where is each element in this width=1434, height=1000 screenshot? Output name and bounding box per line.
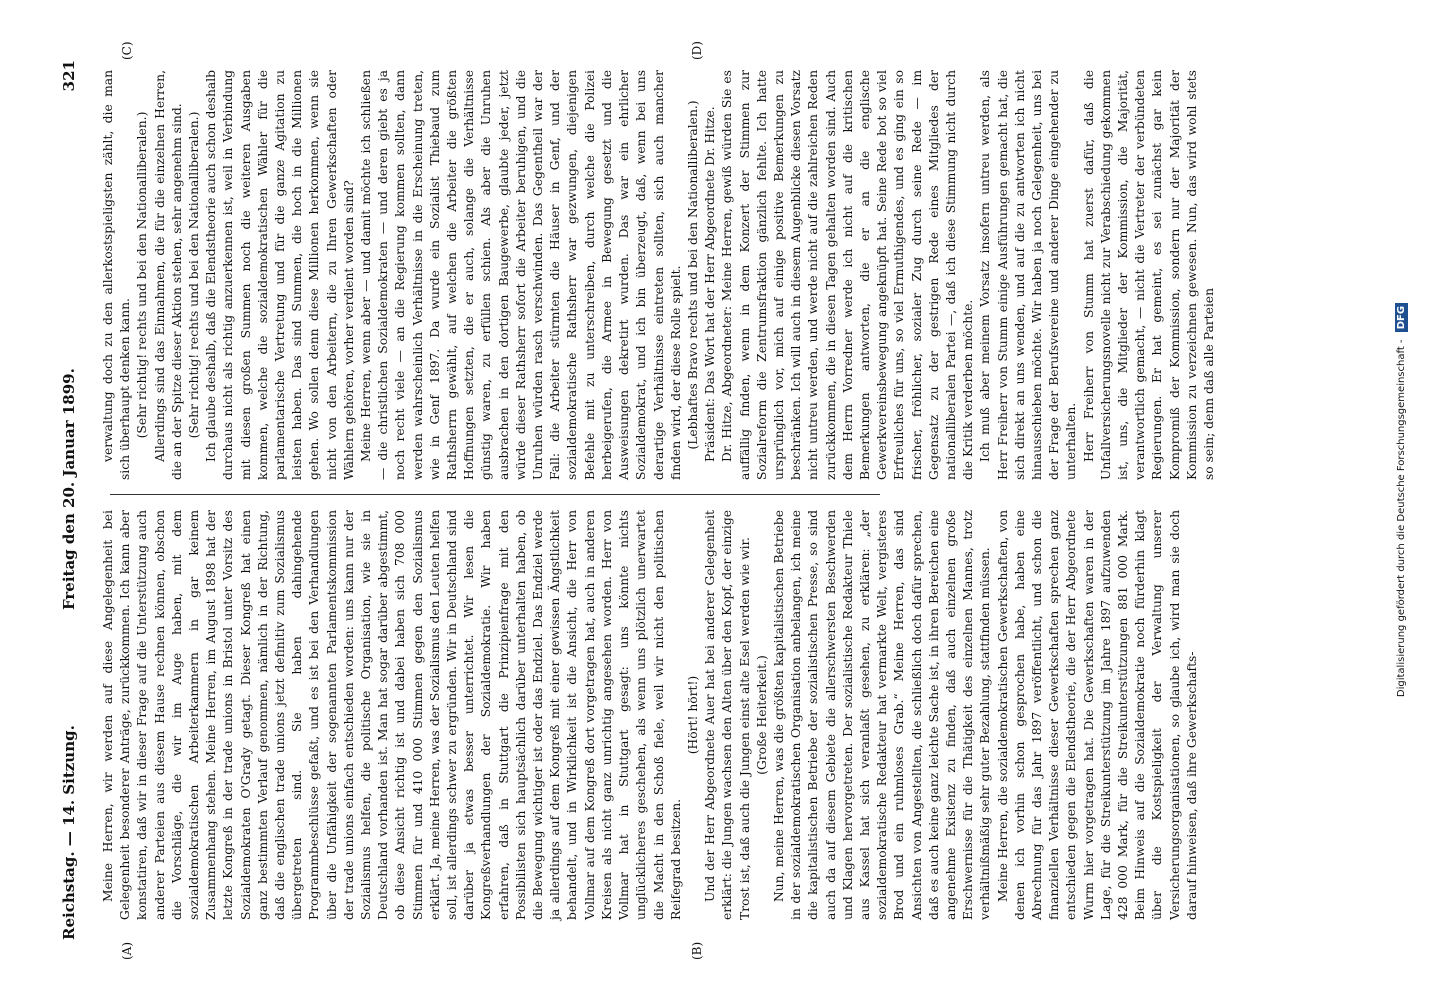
margin-mark-b: (B) xyxy=(690,941,704,960)
paragraph: Allerdings sind das Einnahmen, die für die einzelnen Herren, die an der Spitze dieser Aktion stehen, sehr angenehm sind. xyxy=(152,70,184,480)
paragraph: Meine Herren, wir werden auf diese Angelegenheit bei Gelegenheit besonderer Anträge, zurückkommen. Ich kann aber konstatiren, daß wir in dieser Frage auf die Unterstützung auch anderer Parteien aus diesem Hause rechnen können, obschon die Vorschläge, die wir im Auge haben, mit dem sozialdemokratischen Arbeiterkammern in gar keinem Zusammenhang stehen. Meine Herren, im August 1898 hat der letzte Kongreß in der trade unions in Bristol unter Vorsitz des Sozialdemokraten O'Grady getagt. Dieser Kongreß hat einen ganz bestimmten Verlauf genommen, nämlich in der Richtung, daß die englischen trade unions jetzt definitiv zum Sozialismus übergetreten sind. Sie haben dahingehende Programmbeschlüsse gefaßt, und es ist bei den Verhandlungen über die Unfähigkeit der sogenannten Parlamentskommission der trade unions einfach entschieden worden: uns kann nur der Sozialismus helfen, die politische Organisation, wie sie in Deutschland vorhanden ist. Man hat sogar darüber abgestimmt, ob diese Ansicht richtig ist und dabei haben sich 708 000 Stimmen für und 410 000 Stimmen gegen den Sozialismus erklärt. Ja, meine Herren, was der Sozialismus den Leuten helfen soll, ist allerdings schwer zu ergründen. Wir in Deutschland sind darüber ja etwas besser unterrichtet. Wir lesen die Kongreßverhandlungen der Sozialdemokratie. Wir haben erfahren, daß in Stuttgart die Prinzipienfrage mit den Possibilisten sich hauptsächlich darüber unterhalten haben, ob die Bewegung wichtiger ist oder das Endziel. Das Endziel werde ja allerdings auf dem Kongreß mit einer gewissen Ängstlichkeit behandelt, und in Wirklichkeit ist die Ansicht, die Herr von Vollmar auf dem Kongreß dort vorgetragen hat, auch in anderen Kreisen als nicht ganz unrichtig angesehen worden. Herr von Vollmar hat in Stuttgart gesagt: uns könnte nichts unglücklicheres geschehen, als wenn uns plötzlich unerwartet die Macht in den Schoß fiele, weil wir nicht den politischen Reifegrad besitzen. xyxy=(101,510,683,920)
interjection: (Sehr richtig! rechts und bei den Nationalliberalen.) xyxy=(187,111,202,439)
interjection: (Lebhaftes Bravo rechts und bei den Nationalliberalen.) xyxy=(685,100,700,450)
margin-mark-c: (C) xyxy=(120,41,134,60)
paragraph: Meine Herren, wenn aber — und damit möchte ich schließen — die christlichen Sozialdemokraten — und deren giebt es ja noch recht viele — an die Regierung kommen sollten, dann werden wahrscheinlich Verhältnisse in die Erscheinung treten, wie in Genf 1897. Da wurde ein Sozialist Thiebaud zum Rathsherrn gewählt, auf welchen die Arbeiter die größten Hoffnungen setzten, die er auch, solange die Verhältnisse günstig waren, zu erfüllen schien. Als aber die Unruhen ausbrachen in den dortigen Baugewerbe, glaubte jeder, jetzt würde dieser Rathsherr sofort die Arbeiter beruhigen, und die Unruhen würden rasch verschwinden. Das Gegentheil war der Fall: die Arbeiter stürmten die Häuser in Genf, und der sozialdemokratische Rathsherr war gezwungen, diejenigen Befehle mit zu unterschreiben, durch welche die Polizei herbeigerufen, die Armee in Bewegung gesetzt und die Ausweisungen dekretirt wurden. Das war ein ehrlicher Sozialdemokrat, und ich bin überzeugt, daß, wenn bei uns derartige Verhältnisse eintreten sollten, sich auch mancher finden wird, der diese Rolle spielt. xyxy=(359,70,683,480)
paragraph: Meine Herren, die sozialdemokratischen Gewerkschaften, von denen ich vorhin schon gesprochen habe, haben eine Abrechnung für das Jahr 1897 veröffentlicht, und schon die finanziellen Verhältnisse dieser Gewerkschaften sprechen ganz entschieden gegen die Elendstheorie, die der Herr Abgeordnete Wurm hier vorgetragen hat. Die Gewerkschaften waren in der Lage, für die Streikunterstützung im Jahre 1897 aufzuwenden 428 000 Mark, für die Streikunterstützungen 881 000 Mark. Beim Hinweis auf die Sozialdemokratie noch fürderhin klagt über die Kostspieligkeit der Verwaltung unserer Versicherungsorganisationen, so glaube ich, wird man sie doch darauf hinweisen, daß ihre Gewerkschafts- xyxy=(995,510,1199,920)
margin-mark-a: (A) xyxy=(120,941,134,960)
margin-mark-d: (D) xyxy=(690,41,704,60)
page-number: 321 xyxy=(60,60,78,92)
paragraph: Dr. Hitze, Abgeordneter: Meine Herren, gewiß würden Sie es auffällig finden, wenn in dem Konzert der Stimmen zur Sozialreform die Zentrumsfraktion gänzlich fehlte. Ich hatte ursprünglich vor, mich auf einige positive Bemerkungen zu beschränken. Ich will auch in diesem Augenblicke diesen Vorsatz nicht untreu werden, und werde nicht auf die zahlreichen Reden zurückkommen, die in diesen Tagen gehalten worden sind. Auch dem Herrn Vorredner werde ich nicht auf die kritischen Bemerkungen antworten, die er an die englische Gewerkvereinsbewegung angeknüpft hat. Seine Rede bot so viel Erfreuliches für uns, so viel Ermuthigendes, und es ging ein so frischer, fröhlicher, sozialer Zug durch seine Rede — im Gegensatz zu der gestrigen Rede eines Mitgliedes der nationalliberalen Partei —, daß ich diese Stimmung nicht durch die Kritik verderben möchte. xyxy=(720,70,976,480)
interjection: (Große Heiterkeit.) xyxy=(754,655,769,775)
paragraph: Präsident: Das Wort hat der Herr Abgeordnete Dr. Hitze. xyxy=(703,106,718,462)
credit-text: Digitalisierung gefördert durch die Deutsche Forschungsgemeinschaft - xyxy=(1396,339,1407,698)
digitization-credit xyxy=(1395,20,1417,980)
column-right xyxy=(100,70,1216,480)
paragraph: Nun, meine Herren, was die größten kapitalistischen Betriebe in der sozialdemokratischen Organisation anbelangen, ich meine die kapitalistischen Betriebe der sozialistischen Presse, so sind auch da auf diesem Gebiete die allerschwersten Beschwerden und Klagen hervorgetreten. Der sozialistische Redakteur Thiele aus Kassel hat sich veranlaßt gesehen, zu erklären: „der sozialdemokratische Redakteur hat vermarkte Welt, vergisteres Brod und ein ruhmloses Grab.“ Meine Herren, das sind Ansichten von Angestellten, die schließlich doch dafür sprechen, daß es auch keine ganz leichte Sache ist, in ihren Bereichen eine angenehme Existenz zu finden, daß auch einzelnen große Erschwernisse für die Thätigkeit des einzelnen Mannes, trotz verhältnißmäßig sehr guter Bezahlung, stattfinden müssen. xyxy=(771,510,993,920)
interjection: (Hört! hört!) xyxy=(685,675,700,755)
paragraph: Herr Freiherr von Stumm hat zuerst dafür, daß die Unfallversicherungsnovelle nicht zur Verabschiedung gekommen ist, uns, die Mitglieder der Kommission, die Majorität, verantwortlich gemacht, — nicht die Vertreter der verbündeten Regierungen. Er hat gemeint, es sei zunächst gar kein Kompromiß der Kommission, sondern nur der Majorität der Kommission zu verzeichnen gewesen. Nun, das wird wohl stets so sein; denn daß alle Parteien xyxy=(1081,70,1216,480)
page-header xyxy=(60,60,86,940)
column-divider xyxy=(110,494,880,495)
column-left xyxy=(100,510,1199,920)
paragraph: verwaltung doch zu den allerkostspieligsten zählt, die man sich überhaupt denken kann. xyxy=(101,70,133,480)
header-left: Reichstag. — 14. Sitzung. xyxy=(60,725,78,940)
header-date: Freitag den 20. Januar 1899. xyxy=(60,368,78,610)
paragraph: Ich glaube deshalb, daß die Elendstheorie auch schon deshalb durchaus nicht als richtig anzuerkennen ist, weil in Verbindung mit diesen großen Summen noch die weiteren Ausgaben kommen, welche die sozialdemokratischen Wähler für die parlamentarische Vertretung und für die ganze Agitation zu leisten haben. Das sind Summen, die hoch in die Millionen gehen. Wo sollen denn diese Millionen herkommen, wenn sie nicht von den Arbeitern, die zu Ihren Gewerkschaften oder Wählern gehören, vorher verdient worden sind? xyxy=(204,70,356,480)
interjection: (Sehr richtig! rechts und bei den Nationalliberalen.) xyxy=(135,111,150,439)
paragraph: Und der Herr Abgeordnete Auer hat bei anderer Gelegenheit erklärt: die Jungen wachsen den Alten über den Kopf, der einzige Trost ist, daß auch die Jungen einst alte Esel werden wie wir. xyxy=(703,510,752,920)
dfg-logo: DFG xyxy=(1395,303,1408,332)
paragraph: Ich muß aber meinem Vorsatz insofern untreu werden, als Herr Freiherr von Stumm einige Ausführungen gemacht hat, die sich direkt an uns wenden, und auf die zu antworten ich nicht hinausschieben möchte. Wir haben ja noch Gelegenheit, uns bei der Frage der Berufsvereine und anderer Dinge eingehender zu unterhalten. xyxy=(978,70,1079,480)
